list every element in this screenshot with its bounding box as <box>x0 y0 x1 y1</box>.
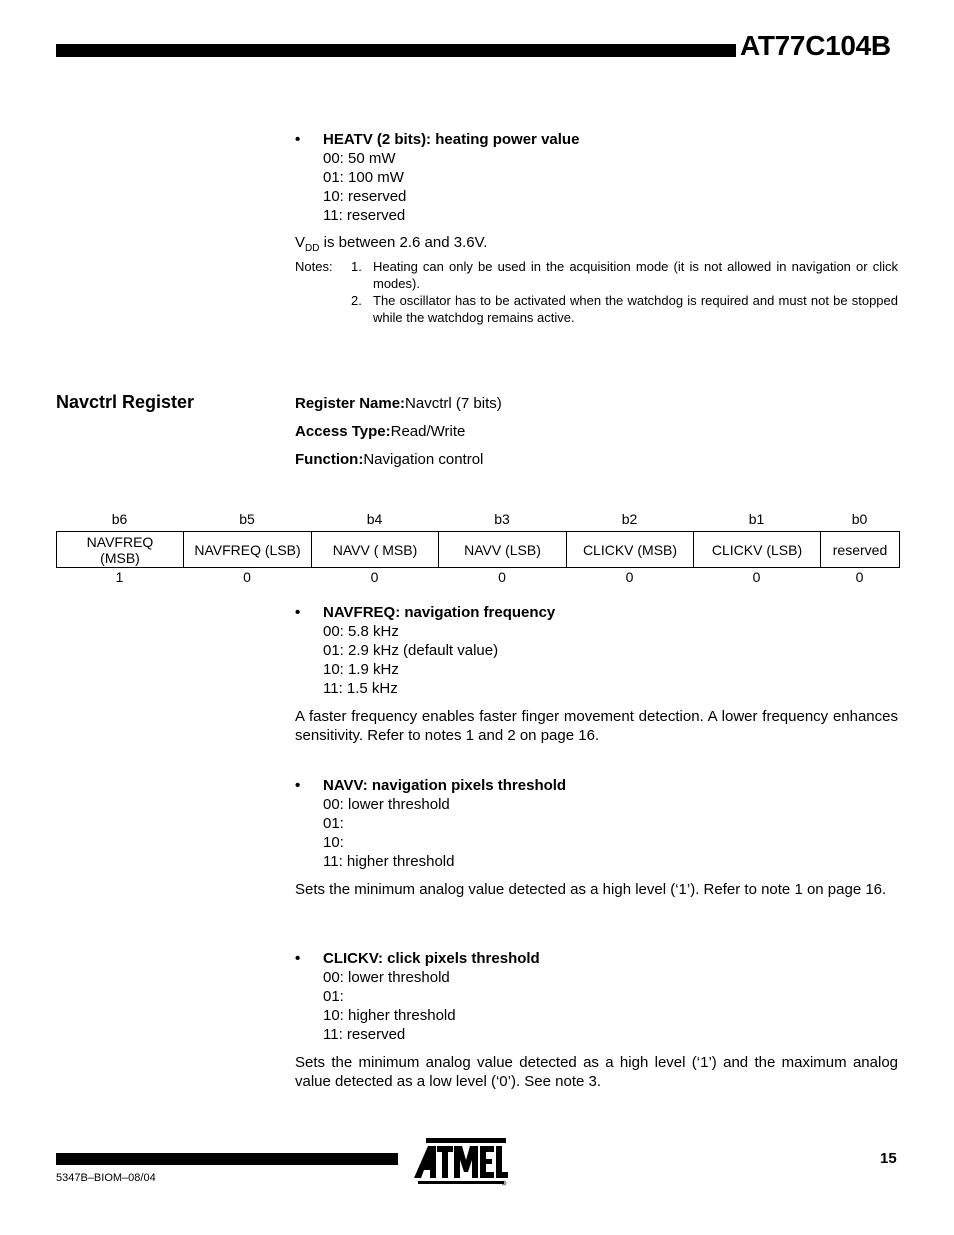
atmel-logo-graphic <box>412 1136 510 1186</box>
heatv-section <box>295 130 898 225</box>
navv-section <box>295 776 898 899</box>
bit-label: b5 <box>239 511 255 527</box>
option-line: 01: <box>323 815 344 832</box>
option-line: 00: 50 mW <box>323 150 396 167</box>
bit-labels <box>56 511 899 527</box>
bit-label: b4 <box>366 511 383 527</box>
register-field: CLICKV (LSB) <box>694 532 821 568</box>
bit-label: b6 <box>111 511 128 527</box>
option-line: 01: 100 mW <box>323 169 404 186</box>
option-line: 01: <box>323 988 344 1005</box>
navv-options <box>295 795 898 871</box>
access-type: Access Type:Read/Write <box>295 423 466 440</box>
navfreq-heading: • NAVFREQ: navigation frequency <box>295 604 556 621</box>
option-line: 11: higher threshold <box>323 853 455 870</box>
navfreq-options <box>295 622 898 698</box>
register-fields-row <box>57 532 900 568</box>
default-value: 0 <box>370 569 379 585</box>
register-field: reserved <box>821 532 900 568</box>
vdd-statement: $V_{DD}$ is between 2.6 and 3.6V. <box>295 234 488 254</box>
register-name: Register Name:Navctrl (7 bits) <box>295 395 502 412</box>
option-line: 10: <box>323 834 344 851</box>
default-value: 0 <box>243 569 251 585</box>
default-values <box>56 569 899 585</box>
note-item: 2. The oscillator has to be activated when the watchdog is required and must not be stopped while the watchdog remains active. <box>351 293 898 325</box>
footer-rule <box>56 1153 398 1165</box>
option-line: 01: 2.9 kHz (default value) <box>323 642 499 659</box>
bit-label: b1 <box>748 511 765 527</box>
navfreq-paragraph: A faster frequency enables faster finger movement detection. A lower frequency enhances sensitivity. Refer to notes 1 and 2 on page 16. <box>295 708 898 744</box>
register-field: NAVFREQ (LSB) <box>184 532 312 568</box>
notes-label: Notes: <box>295 259 333 274</box>
section-title: Navctrl Register <box>56 392 195 412</box>
register-field: NAVFREQ (MSB) <box>57 532 184 568</box>
register-field: NAVV ( MSB) <box>312 532 439 568</box>
document-title: AT77C104B <box>740 30 891 61</box>
option-line: 11: 1.5 kHz <box>323 680 398 697</box>
function: Function:Navigation control <box>295 451 484 468</box>
svg-text:R: R <box>502 1181 506 1185</box>
option-line: 11: reserved <box>323 1026 406 1043</box>
clickv-section <box>295 949 898 1091</box>
default-value: 0 <box>752 569 761 585</box>
option-line: 11: reserved <box>323 207 406 224</box>
register-table <box>56 531 900 568</box>
heatv-options <box>295 149 898 225</box>
navv-paragraph: Sets the minimum analog value detected as a high level (‘1’). Refer to note 1 on page 16. <box>295 881 887 898</box>
navfreq-section <box>295 603 898 745</box>
default-value: 0 <box>625 569 634 585</box>
default-value: 1 <box>115 569 124 585</box>
option-line: 00: lower threshold <box>323 796 450 813</box>
bullet-icon: • <box>295 777 301 794</box>
option-line: 00: 5.8 kHz <box>323 623 399 640</box>
register-field: NAVV (LSB) <box>439 532 567 568</box>
register-field: CLICKV (MSB) <box>567 532 694 568</box>
clickv-heading: • CLICKV: click pixels threshold <box>295 950 540 967</box>
atmel-logo-icon <box>412 1136 510 1186</box>
default-value: 0 <box>855 569 864 585</box>
clickv-options <box>295 968 898 1044</box>
notes <box>295 258 898 326</box>
bit-label: b0 <box>851 511 868 527</box>
bullet-icon: • <box>295 604 301 621</box>
heatv-heading: • HEATV (2 bits): heating power value <box>295 131 580 148</box>
option-line: 00: lower threshold <box>323 969 450 986</box>
navv-heading: • NAVV: navigation pixels threshold <box>295 777 567 794</box>
clickv-paragraph: Sets the minimum analog value detected as a high level (‘1’) and the maximum analog value detected as a low level (‘0’). See note 3. <box>295 1054 898 1090</box>
note-item: Notes: 1. Heating can only be used in the acquisition mode (it is not allowed in navigation or click modes). <box>295 259 898 291</box>
bullet-icon: • <box>295 131 301 148</box>
bullet-icon: • <box>295 950 301 967</box>
header-rule <box>56 44 736 57</box>
bit-label: b2 <box>621 511 638 527</box>
default-value: 0 <box>498 569 506 585</box>
option-line: 10: higher threshold <box>323 1007 456 1024</box>
page-number: 15 <box>880 1150 897 1167</box>
document-code: 5347B–BIOM–08/04 <box>56 1172 156 1184</box>
bit-label: b3 <box>494 511 510 527</box>
option-line: 10: reserved <box>323 188 407 205</box>
option-line: 10: 1.9 kHz <box>323 661 399 678</box>
